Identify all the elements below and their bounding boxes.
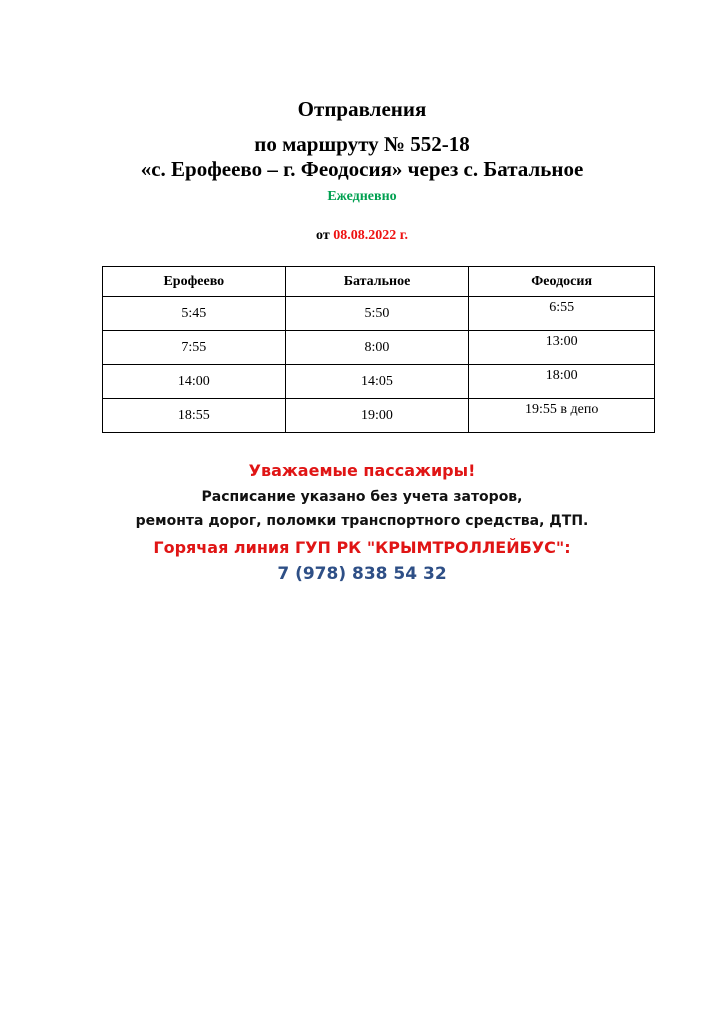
table-row [103, 297, 655, 331]
column-header: Феодосия [469, 267, 655, 297]
table-cell: 19:55 в депо [469, 399, 655, 433]
table-cell: 18:00 [469, 365, 655, 399]
column-header: Батальное [285, 267, 469, 297]
column-header: Ерофеево [103, 267, 286, 297]
notice-greeting: Уважаемые пассажиры! [248, 461, 476, 480]
table-cell: 14:00 [103, 365, 286, 399]
schedule-table [102, 266, 655, 433]
table-row [103, 365, 655, 399]
frequency-label: Ежедневно [327, 189, 397, 204]
table-cell: 6:55 [469, 297, 655, 331]
notice-line-2: ремонта дорог, поломки транспортного средства, ДТП. [135, 513, 589, 529]
table-row [103, 399, 655, 433]
table-cell: 5:50 [285, 297, 469, 331]
hotline-label: Горячая линия ГУП РК "КРЫМТРОЛЛЕЙБУС": [153, 538, 571, 557]
table-cell: 8:00 [285, 331, 469, 365]
hotline-phone: 7 (978) 838 54 32 [277, 564, 447, 584]
table-cell: 18:55 [103, 399, 286, 433]
table-cell: 19:00 [285, 399, 469, 433]
route-name: «с. Ерофеево – г. Феодосия» через с. Батальное [140, 157, 584, 181]
table-cell: 7:55 [103, 331, 286, 365]
table-cell: 5:45 [103, 297, 286, 331]
effective-date [0, 228, 724, 244]
effective-date-prefix: от [316, 228, 330, 243]
table-cell: 14:05 [285, 365, 469, 399]
table-header-row [103, 267, 655, 297]
table-cell: 13:00 [469, 331, 655, 365]
table-row [103, 331, 655, 365]
route-number: по маршруту № 552-18 [254, 132, 470, 156]
notice-line-1: Расписание указано без учета заторов, [201, 489, 523, 505]
effective-date-value: 08.08.2022 г. [333, 228, 408, 243]
page-title: Отправления [297, 97, 427, 121]
